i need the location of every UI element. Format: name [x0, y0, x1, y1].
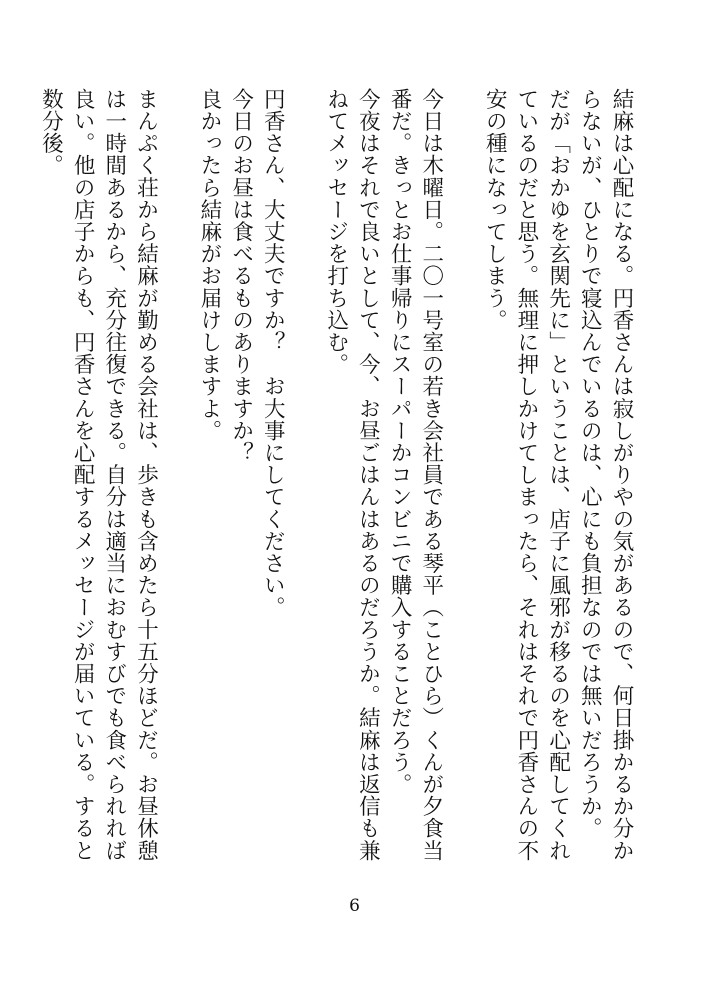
blank-line	[447, 88, 479, 878]
message-line: 今日のお昼は食べるものありますか？	[228, 88, 254, 464]
paragraph: 今日は木曜日。二〇一号室の若き会社員である琴平（ことひら）くんが夕食当番だ。きっとお仕事帰りにスーパーかコンビニで購入することだろう。	[387, 88, 444, 862]
message-line: 良かったら結麻がお届けしますよ。	[196, 88, 222, 442]
blank-line	[162, 88, 194, 878]
blank-line	[288, 88, 320, 878]
vertical-text-body	[38, 88, 637, 878]
paragraph: まんぷく荘から結麻が勤める会社は、歩きも含めたら十五分ほどだ。お昼休憩は一時間あるから、充分往復できる。自分は適当におむすびでも食べられれば良い。他の店子からも、円香さんを心配するメッセージが届いている。すると数分後。	[38, 88, 159, 862]
message-line: 円香さん、大丈夫ですか？ お大事にしてください。	[260, 88, 286, 619]
paragraph: 今夜はそれで良いとして、今、お昼ごはんはあるのだろうか。結麻は返信も兼ねてメッセージを打ち込む。	[323, 88, 381, 862]
paragraph: だが「おかゆを玄関先に」ということは、店子に風邪が移るのを心配してくれているのだと思う。無理に押しかけてしまったら、それはそれで円香さんの不安の種になってしまう。	[482, 88, 571, 862]
page-number: 6	[349, 896, 360, 916]
paragraph: 結麻は心配になる。円香さんは寂しがりやの気があるので、何日掛かるか分からないが、ひとりで寝込んでいるのは、心にも負担なのでは無いだろうか。	[577, 88, 634, 862]
